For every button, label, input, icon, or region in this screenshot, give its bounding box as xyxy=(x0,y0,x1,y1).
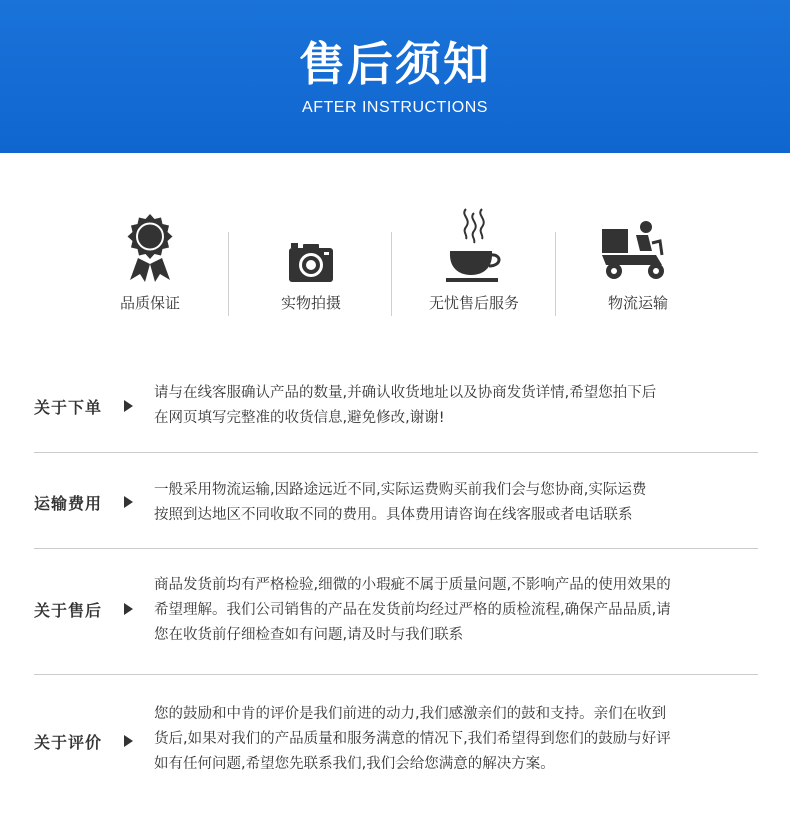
page-subtitle: AFTER INSTRUCTIONS xyxy=(302,99,488,116)
text-line: 一般采用物流运输,因路途远近不同,实际运费购买前我们会与您协商,实际运费 xyxy=(154,482,647,498)
section-title-order: 关于下单 xyxy=(34,398,103,417)
text-line: 您的鼓励和中肯的评价是我们前进的动力,我们感激亲们的鼓和支持。亲们在收到 xyxy=(154,706,667,722)
section-divider xyxy=(34,452,758,453)
quality-badge-icon xyxy=(120,210,180,282)
section-text-shipping xyxy=(154,478,758,528)
text-line: 请与在线客服确认产品的数量,并确认收货地址以及协商发货详情,希望您拍下后 xyxy=(154,385,657,401)
section-title-shipping: 运输费用 xyxy=(34,494,103,513)
camera-icon xyxy=(281,210,341,282)
text-line: 在网页填写完整准的收货信息,避免修改,谢谢! xyxy=(154,410,445,426)
feature-photo xyxy=(229,205,393,325)
header-banner xyxy=(0,0,790,153)
section-divider xyxy=(34,674,758,675)
section-shipping xyxy=(34,478,758,530)
text-line: 按照到达地区不同收取不同的费用。具体费用请咨询在线客服或者电话联系 xyxy=(154,507,633,523)
arrow-right-icon xyxy=(124,735,133,747)
feature-quality xyxy=(68,205,232,325)
arrow-right-icon xyxy=(124,603,133,615)
feature-logistics xyxy=(556,205,720,325)
text-line: 您在收货前仔细检查如有问题,请及时与我们联系 xyxy=(154,627,464,643)
feature-label-logistics: 物流运输 xyxy=(607,294,668,312)
section-aftersale xyxy=(34,573,758,653)
section-text-order xyxy=(154,381,758,431)
feature-service xyxy=(392,205,556,325)
section-text-review xyxy=(154,702,758,777)
text-line: 如有任何问题,希望您先联系我们,我们会给您满意的解决方案。 xyxy=(154,756,555,772)
text-line: 希望理解。我们公司销售的产品在发货前均经过严格的质检流程,确保产品品质,请 xyxy=(154,602,671,618)
section-title-review: 关于评价 xyxy=(34,733,103,752)
feature-label-quality: 品质保证 xyxy=(119,294,180,312)
section-order xyxy=(34,380,758,440)
arrow-right-icon xyxy=(124,496,133,508)
section-divider xyxy=(34,548,758,549)
text-line: 货后,如果对我们的产品质量和服务满意的情况下,我们希望得到您们的鼓励与好评 xyxy=(154,731,671,747)
delivery-scooter-icon xyxy=(600,219,670,283)
feature-label-photo: 实物拍摄 xyxy=(280,294,341,312)
section-text-aftersale xyxy=(154,573,758,648)
section-title-aftersale: 关于售后 xyxy=(34,601,103,620)
arrow-right-icon xyxy=(124,400,133,412)
section-review xyxy=(34,702,758,782)
page-title: 售后须知 xyxy=(299,37,491,91)
coffee-cup-icon xyxy=(444,205,504,285)
text-line: 商品发货前均有严格检验,细微的小瑕疵不属于质量问题,不影响产品的使用效果的 xyxy=(154,577,671,593)
feature-label-service: 无忧售后服务 xyxy=(428,294,519,312)
